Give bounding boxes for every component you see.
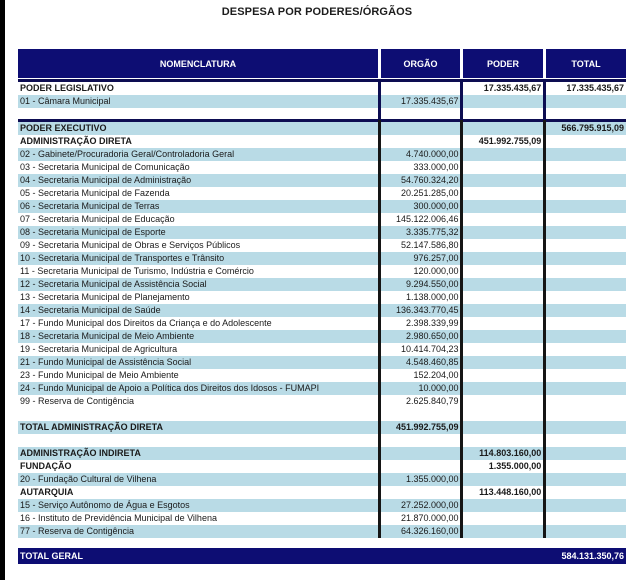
cell-nomenclatura: 06 - Secretaria Municipal de Terras bbox=[20, 201, 160, 211]
column-header-poder: PODER bbox=[463, 49, 543, 78]
cell-total bbox=[546, 525, 626, 538]
cell-total bbox=[546, 278, 626, 291]
cell-orgao bbox=[382, 135, 461, 148]
table-row bbox=[18, 382, 626, 395]
table-row bbox=[18, 122, 626, 135]
cell-total bbox=[546, 252, 626, 265]
table-row bbox=[18, 252, 626, 265]
table-row bbox=[18, 291, 626, 304]
column-header-nomenclatura: NOMENCLATURA bbox=[18, 49, 378, 78]
cell-orgao: 2.980.650,00 bbox=[405, 331, 459, 341]
cell-poder bbox=[464, 525, 544, 538]
cell-total bbox=[546, 161, 626, 174]
cell-nomenclatura bbox=[18, 434, 379, 447]
cell-poder bbox=[464, 473, 544, 486]
cell-orgao: 20.251.285,00 bbox=[400, 188, 459, 198]
cell-orgao bbox=[382, 122, 461, 135]
cell-nomenclatura: PODER EXECUTIVO bbox=[20, 123, 107, 133]
table-row bbox=[18, 512, 626, 525]
cell-poder bbox=[464, 200, 544, 213]
table-header bbox=[18, 49, 626, 78]
cell-poder bbox=[464, 174, 544, 187]
table-row bbox=[18, 460, 626, 473]
cell-nomenclatura: 10 - Secretaria Municipal de Transportes e Trânsito bbox=[20, 253, 225, 263]
table-row bbox=[18, 213, 626, 226]
cell-total bbox=[546, 187, 626, 200]
page-title: DESPESA POR PODERES/ÓRGÃOS bbox=[221, 6, 413, 18]
column-header-orgao: ORGÃO bbox=[381, 49, 460, 78]
cell-total bbox=[546, 343, 626, 356]
cell-orgao: 136.343.770,45 bbox=[395, 305, 459, 315]
cell-nomenclatura: 20 - Fundação Cultural de Vilhena bbox=[20, 474, 157, 484]
cell-nomenclatura: 13 - Secretaria Municipal de Planejamento bbox=[20, 292, 190, 302]
cell-nomenclatura: 15 - Serviço Autônomo de Água e Esgotos bbox=[20, 500, 190, 510]
column-divider bbox=[543, 120, 546, 538]
cell-total bbox=[546, 473, 626, 486]
table-row bbox=[18, 135, 626, 148]
cell-poder bbox=[464, 161, 544, 174]
cell-nomenclatura: 23 - Fundo Municipal de Meio Ambiente bbox=[20, 370, 179, 380]
cell-nomenclatura: ADMINISTRAÇÃO INDIRETA bbox=[20, 448, 141, 458]
table-row bbox=[18, 265, 626, 278]
cell-total bbox=[546, 499, 626, 512]
table-row bbox=[18, 239, 626, 252]
cell-poder bbox=[464, 213, 544, 226]
cell-orgao: 4.548.460,85 bbox=[405, 357, 459, 367]
cell-orgao: 9.294.550,00 bbox=[405, 279, 459, 289]
cell-orgao: 976.257,00 bbox=[413, 253, 459, 263]
cell-poder: 113.448.160,00 bbox=[479, 487, 542, 497]
cell-poder bbox=[464, 421, 544, 434]
image-border bbox=[0, 0, 5, 580]
cell-poder bbox=[464, 356, 544, 369]
table-row bbox=[18, 447, 626, 460]
cell-orgao: 4.740.000,00 bbox=[405, 149, 459, 159]
cell-poder bbox=[464, 239, 544, 252]
column-divider bbox=[460, 82, 463, 119]
cell-total bbox=[546, 486, 626, 499]
cell-total bbox=[546, 226, 626, 239]
cell-poder bbox=[464, 148, 544, 161]
cell-total bbox=[546, 95, 626, 108]
cell-total bbox=[546, 434, 626, 447]
cell-nomenclatura: 18 - Secretaria Municipal de Meio Ambiente bbox=[20, 331, 195, 341]
table-row bbox=[18, 330, 626, 343]
cell-total bbox=[546, 512, 626, 525]
cell-total bbox=[546, 395, 626, 408]
cell-poder bbox=[464, 122, 544, 135]
cell-orgao: 1.138.000,00 bbox=[405, 292, 459, 302]
cell-total bbox=[546, 356, 626, 369]
cell-orgao: 21.870.000,00 bbox=[400, 513, 459, 523]
cell-orgao bbox=[382, 408, 461, 421]
table-row bbox=[18, 395, 626, 408]
table-row bbox=[18, 174, 626, 187]
spacer-row bbox=[18, 408, 626, 421]
cell-total bbox=[546, 382, 626, 395]
table-row bbox=[18, 82, 626, 95]
cell-total: 17.335.435,67 bbox=[566, 83, 624, 93]
total-geral-label: TOTAL GERAL bbox=[20, 551, 83, 561]
cell-poder bbox=[464, 369, 544, 382]
cell-orgao: 2.398.339,99 bbox=[405, 318, 459, 328]
cell-orgao: 1.355.000,00 bbox=[405, 474, 459, 484]
table-row bbox=[18, 369, 626, 382]
cell-poder bbox=[464, 343, 544, 356]
cell-total bbox=[546, 200, 626, 213]
cell-poder: 17.335.435,67 bbox=[483, 83, 542, 93]
cell-nomenclatura: 01 - Câmara Municipal bbox=[20, 96, 111, 106]
cell-total bbox=[546, 213, 626, 226]
cell-orgao: 64.326.160,00 bbox=[400, 526, 459, 536]
cell-nomenclatura: 02 - Gabinete/Procuradoria Geral/Controladoria Geral bbox=[20, 149, 235, 159]
cell-poder: 114.803.160,00 bbox=[479, 448, 542, 458]
cell-orgao: 3.335.775,32 bbox=[405, 227, 459, 237]
cell-total bbox=[546, 408, 626, 421]
column-divider bbox=[378, 120, 381, 538]
cell-poder bbox=[464, 317, 544, 330]
cell-orgao bbox=[382, 460, 461, 473]
total-geral-row bbox=[18, 548, 626, 564]
table-row bbox=[18, 278, 626, 291]
cell-orgao: 27.252.000,00 bbox=[400, 500, 459, 510]
cell-poder bbox=[464, 382, 544, 395]
cell-total bbox=[546, 369, 626, 382]
cell-poder bbox=[464, 330, 544, 343]
cell-nomenclatura: 77 - Reserva de Contigência bbox=[20, 526, 135, 536]
cell-orgao: 145.122.006,46 bbox=[395, 214, 459, 224]
table-row bbox=[18, 499, 626, 512]
table-row bbox=[18, 304, 626, 317]
cell-nomenclatura: PODER LEGISLATIVO bbox=[20, 83, 114, 93]
cell-orgao: 333.000,00 bbox=[413, 162, 459, 172]
table-row bbox=[18, 421, 626, 434]
cell-nomenclatura: 24 - Fundo Municipal de Apoio a Política dos Direitos dos Idosos - FUMAPI bbox=[20, 383, 320, 393]
cell-orgao: 10.000,00 bbox=[418, 383, 459, 393]
cell-nomenclatura: 11 - Secretaria Municipal de Turismo, Indústria e Comércio bbox=[20, 266, 254, 276]
cell-poder bbox=[464, 226, 544, 239]
cell-total bbox=[546, 135, 626, 148]
cell-total bbox=[546, 239, 626, 252]
table-row bbox=[18, 486, 626, 499]
cell-poder: 451.992.755,09 bbox=[478, 136, 542, 146]
cell-poder bbox=[464, 252, 544, 265]
cell-total bbox=[546, 330, 626, 343]
cell-nomenclatura: 05 - Secretaria Municipal de Fazenda bbox=[20, 188, 170, 198]
cell-orgao: 52.147.586,80 bbox=[400, 240, 459, 250]
cell-nomenclatura: FUNDAÇÃO bbox=[20, 461, 72, 471]
cell-nomenclatura: 07 - Secretaria Municipal de Educação bbox=[20, 214, 175, 224]
cell-orgao: 2.625.840,79 bbox=[405, 396, 459, 406]
table-row bbox=[18, 343, 626, 356]
cell-poder bbox=[464, 265, 544, 278]
cell-poder bbox=[464, 278, 544, 291]
cell-orgao: 17.335.435,67 bbox=[400, 96, 459, 106]
cell-total bbox=[546, 460, 626, 473]
cell-nomenclatura: 14 - Secretaria Municipal de Saúde bbox=[20, 305, 161, 315]
column-divider bbox=[460, 120, 463, 538]
cell-total bbox=[546, 421, 626, 434]
cell-total bbox=[546, 304, 626, 317]
table-row bbox=[18, 356, 626, 369]
table-row bbox=[18, 95, 626, 108]
table-row bbox=[18, 317, 626, 330]
cell-nomenclatura: 08 - Secretaria Municipal de Esporte bbox=[20, 227, 166, 237]
table-row bbox=[18, 473, 626, 486]
cell-nomenclatura: 16 - Instituto de Previdência Municipal de Vilhena bbox=[20, 513, 217, 523]
cell-total bbox=[546, 265, 626, 278]
cell-nomenclatura bbox=[18, 408, 379, 421]
table-row bbox=[18, 200, 626, 213]
spacer-row bbox=[18, 434, 626, 447]
cell-poder bbox=[464, 395, 544, 408]
cell-nomenclatura: 19 - Secretaria Municipal de Agricultura bbox=[20, 344, 178, 354]
table-row bbox=[18, 161, 626, 174]
cell-poder: 1.355.000,00 bbox=[488, 461, 542, 471]
cell-total: 566.795.915,09 bbox=[561, 123, 624, 133]
cell-total bbox=[546, 291, 626, 304]
cell-poder bbox=[464, 512, 544, 525]
cell-orgao: 300.000,00 bbox=[413, 201, 459, 211]
cell-orgao bbox=[382, 447, 461, 460]
cell-poder bbox=[464, 499, 544, 512]
cell-nomenclatura: 12 - Secretaria Municipal de Assistência Social bbox=[20, 279, 207, 289]
cell-total bbox=[546, 317, 626, 330]
cell-nomenclatura: 04 - Secretaria Municipal de Administração bbox=[20, 175, 192, 185]
column-header-total: TOTAL bbox=[546, 49, 626, 78]
table-row bbox=[18, 226, 626, 239]
cell-orgao bbox=[382, 486, 461, 499]
cell-orgao bbox=[382, 82, 461, 95]
cell-orgao: 451.992.755,09 bbox=[395, 422, 459, 432]
table-row bbox=[18, 187, 626, 200]
cell-nomenclatura: 21 - Fundo Municipal de Assistência Social bbox=[20, 357, 192, 367]
cell-poder bbox=[464, 408, 544, 421]
cell-nomenclatura: 17 - Fundo Municipal dos Direitos da Criança e do Adolescente bbox=[20, 318, 272, 328]
cell-poder bbox=[464, 434, 544, 447]
cell-poder bbox=[464, 304, 544, 317]
cell-orgao: 54.760.324,20 bbox=[400, 175, 459, 185]
cell-nomenclatura: TOTAL ADMINISTRAÇÃO DIRETA bbox=[20, 422, 163, 432]
cell-poder bbox=[464, 291, 544, 304]
cell-orgao: 10.414.704,23 bbox=[400, 344, 459, 354]
cell-orgao: 120.000,00 bbox=[413, 266, 459, 276]
column-divider bbox=[543, 82, 546, 119]
cell-nomenclatura: AUTARQUIA bbox=[20, 487, 74, 497]
column-divider bbox=[378, 82, 381, 119]
total-geral-value: 584.131.350,76 bbox=[561, 551, 624, 561]
cell-nomenclatura: ADMINISTRAÇÃO DIRETA bbox=[20, 136, 132, 146]
cell-total bbox=[546, 447, 626, 460]
table-row bbox=[18, 148, 626, 161]
cell-nomenclatura: 09 - Secretaria Municipal de Obras e Serviços Públicos bbox=[20, 240, 241, 250]
table-row bbox=[18, 525, 626, 538]
cell-nomenclatura: 03 - Secretaria Municipal de Comunicação bbox=[20, 162, 190, 172]
cell-poder bbox=[464, 95, 544, 108]
cell-orgao bbox=[382, 434, 461, 447]
cell-total bbox=[546, 148, 626, 161]
cell-orgao: 152.204,00 bbox=[413, 370, 459, 380]
cell-nomenclatura: 99 - Reserva de Contigência bbox=[20, 396, 135, 406]
cell-poder bbox=[464, 187, 544, 200]
cell-total bbox=[546, 174, 626, 187]
